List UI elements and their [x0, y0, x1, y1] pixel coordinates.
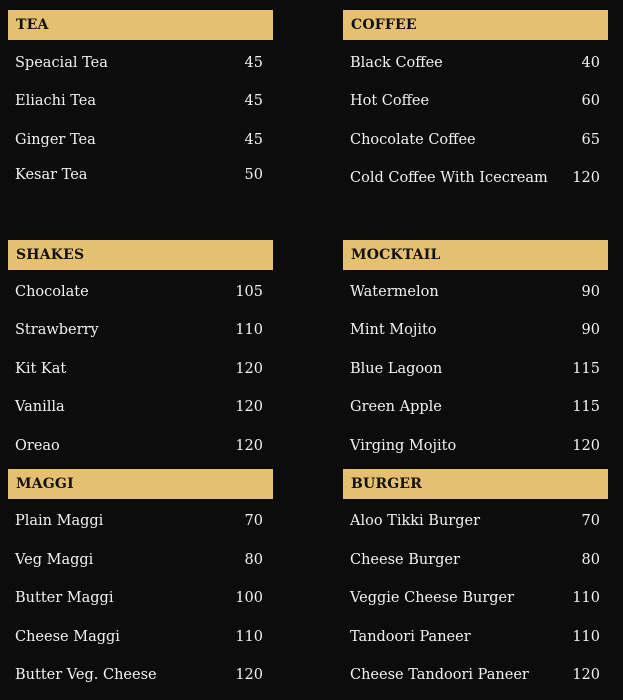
menu-item [8, 52, 273, 74]
item-name: Butter Veg. Cheese [15, 667, 157, 683]
item-price: 120 [235, 667, 263, 683]
item-name: Hot Coffee [350, 93, 430, 109]
item-price: 45 [244, 93, 263, 109]
menu-item [8, 626, 273, 648]
menu-item [343, 510, 608, 532]
item-name: Chocolate [15, 284, 89, 300]
item-price: 70 [581, 513, 600, 529]
item-price: 120 [572, 170, 600, 186]
item-price: 40 [581, 55, 600, 71]
item-price: 120 [235, 361, 263, 377]
item-name: Veggie Cheese Burger [350, 590, 515, 606]
item-price: 50 [244, 167, 263, 183]
item-price: 45 [244, 55, 263, 71]
menu-item [343, 129, 608, 151]
item-name: Blue Lagoon [350, 361, 443, 377]
item-name: Chocolate Coffee [350, 132, 476, 148]
item-price: 90 [581, 284, 600, 300]
item-price: 45 [244, 132, 263, 148]
menu-item [8, 358, 273, 380]
item-name: Kesar Tea [15, 167, 88, 183]
menu-item [8, 549, 273, 571]
item-price: 120 [235, 399, 263, 415]
item-price: 105 [235, 284, 263, 300]
menu-item [8, 435, 273, 457]
item-price: 115 [572, 399, 600, 415]
item-name: Cheese Burger [350, 552, 460, 568]
menu-item [343, 358, 608, 380]
item-price: 70 [244, 513, 263, 529]
item-name: Virging Mojito [350, 438, 457, 454]
item-name: Black Coffee [350, 55, 443, 71]
item-price: 110 [572, 590, 600, 606]
menu-item [343, 319, 608, 341]
item-price: 80 [244, 552, 263, 568]
menu-item [8, 587, 273, 609]
section-coffee [343, 10, 608, 190]
section-header-shakes: SHAKES [8, 240, 273, 270]
item-name: Eliachi Tea [15, 93, 96, 109]
menu-item [8, 164, 273, 186]
menu-item [343, 549, 608, 571]
item-price: 100 [235, 590, 263, 606]
menu-item [8, 664, 273, 686]
section-header-coffee: COFFEE [343, 10, 608, 40]
item-price: 80 [581, 552, 600, 568]
item-name: Butter Maggi [15, 590, 114, 606]
item-price: 115 [572, 361, 600, 377]
item-name: Kit Kat [15, 361, 67, 377]
item-price: 120 [572, 438, 600, 454]
menu-item [343, 396, 608, 418]
item-name: Veg Maggi [15, 552, 94, 568]
item-price: 65 [581, 132, 600, 148]
menu-item [8, 319, 273, 341]
item-name: Vanilla [15, 399, 65, 415]
menu-item [8, 396, 273, 418]
menu-item [343, 167, 608, 189]
item-name: Speacial Tea [15, 55, 108, 71]
item-name: Green Apple [350, 399, 442, 415]
item-name: Aloo Tikki Burger [350, 513, 481, 529]
section-shakes [8, 240, 273, 460]
item-price: 110 [235, 629, 263, 645]
item-name: Mint Mojito [350, 322, 437, 338]
item-name: Cold Coffee With Icecream [350, 170, 548, 186]
menu-item [8, 90, 273, 112]
item-name: Strawberry [15, 322, 99, 338]
menu-item [8, 510, 273, 532]
section-tea [8, 10, 273, 190]
menu-item [343, 587, 608, 609]
item-name: Cheese Tandoori Paneer [350, 667, 529, 683]
menu-item [343, 90, 608, 112]
section-header-tea: TEA [8, 10, 273, 40]
item-price: 120 [235, 438, 263, 454]
menu-item [8, 129, 273, 151]
menu-item [343, 52, 608, 74]
section-header-mocktail: MOCKTAIL [343, 240, 608, 270]
item-name: Plain Maggi [15, 513, 104, 529]
menu-item [343, 664, 608, 686]
item-name: Watermelon [350, 284, 439, 300]
item-price: 110 [572, 629, 600, 645]
section-burger [343, 469, 608, 695]
item-price: 110 [235, 322, 263, 338]
item-name: Ginger Tea [15, 132, 96, 148]
item-price: 90 [581, 322, 600, 338]
menu-item [343, 281, 608, 303]
menu-item [343, 626, 608, 648]
item-price: 60 [581, 93, 600, 109]
item-name: Tandoori Paneer [350, 629, 471, 645]
section-mocktail [343, 240, 608, 460]
section-header-burger: BURGER [343, 469, 608, 499]
menu-item [8, 281, 273, 303]
menu-item [343, 435, 608, 457]
section-maggi [8, 469, 273, 695]
item-name: Oreao [15, 438, 60, 454]
section-header-maggi: MAGGI [8, 469, 273, 499]
item-name: Cheese Maggi [15, 629, 120, 645]
item-price: 120 [572, 667, 600, 683]
